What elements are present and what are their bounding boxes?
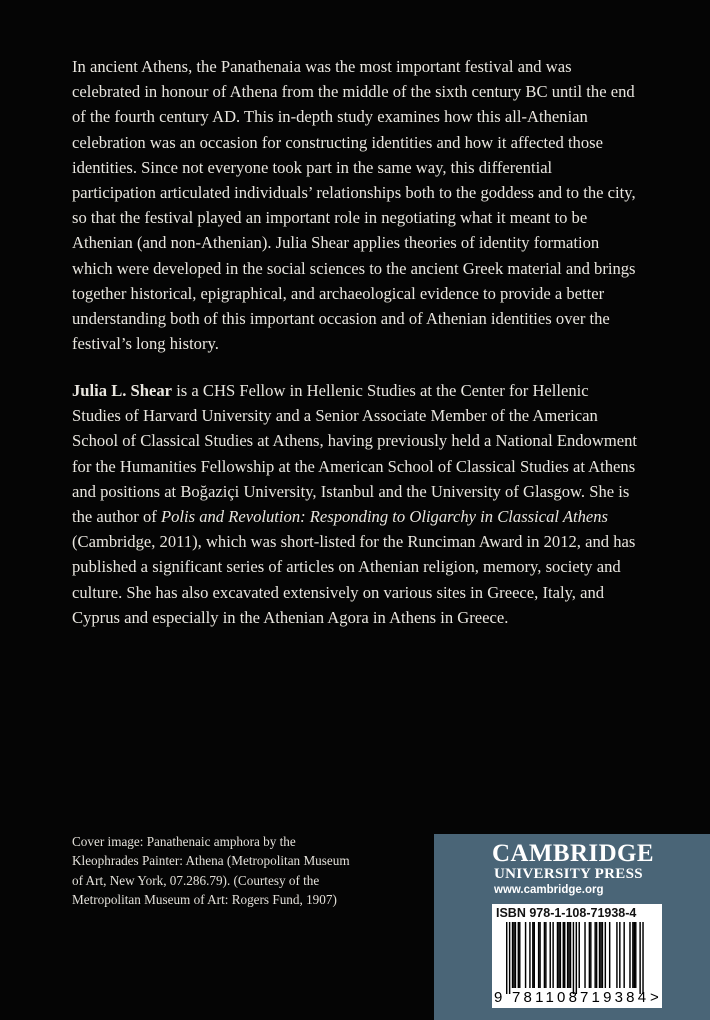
barcode-bar [609, 922, 610, 988]
barcode-bar [557, 922, 558, 988]
barcode-bar [515, 922, 516, 988]
barcode-guard-bar [506, 922, 507, 994]
publisher-panel [434, 834, 710, 1020]
barcode-bar [634, 922, 635, 988]
barcode-bar [589, 922, 590, 988]
blurb-paragraph: In ancient Athens, the Panathenaia was the most important festival and was celebrated in honour of Athena from the middle of the sixth century BC until the end of the fourth century AD. This in-depth study examines how this all-Athenian celebration was an occasion for constructing identities and how it affected those identities. Since not everyone took part in the same way, this differential participation articulated individuals’ relationships both to the goddess and to the city, so that the festival played an important role in negotiating what it meant to be Athenian (and non-Athenian). Julia Shear applies theories of identity formation which were developed in the social sciences to the ancient Greek material and brings together historical, epigraphical, and archaeological evidence to provide a better understanding both of this important occasion and of Athenian identities over the festival’s long history. [72, 57, 636, 354]
barcode-guard-bar [576, 922, 577, 994]
barcode-bar [525, 922, 526, 988]
barcode-bar [605, 922, 606, 988]
barcode-marker: > [650, 989, 659, 1006]
barcode-bar [545, 922, 546, 988]
barcode-guard-bar [509, 922, 510, 994]
barcode-bar [552, 922, 553, 988]
barcode-bar [534, 922, 535, 988]
barcode-digits-right: 719384 [580, 989, 650, 1006]
barcode-bar [632, 922, 633, 988]
barcode-bar [616, 922, 617, 988]
back-cover-blurb [72, 54, 638, 356]
cover-image-credit: Cover image: Panathenaic amphora by the Kleophrades Painter: Athena (Metropolitan Museum of Art, New York, 07.286.79). (Courtesy of the Metropolitan Museum of Art: Rogers Fund, 1907) [72, 834, 350, 908]
barcode-guard-bar [573, 922, 574, 994]
barcode-bar [550, 922, 551, 988]
barcode-bar [596, 922, 597, 988]
barcode-bar [532, 922, 533, 988]
publisher-url: www.cambridge.org [494, 884, 604, 896]
bio-paragraph [72, 378, 638, 630]
barcode-bar [629, 922, 630, 988]
barcode-bar [570, 922, 571, 988]
isbn-label: ISBN 978-1-108-71938-4 [496, 906, 637, 920]
barcode-bar [619, 922, 620, 988]
barcode-bar [567, 922, 568, 988]
barcode-bar [539, 922, 540, 988]
barcode-bar [558, 922, 559, 988]
barcode-bar [512, 922, 513, 988]
barcode-bar [544, 922, 545, 988]
barcode-guard-bar [639, 922, 640, 994]
barcode-guard-bar [642, 922, 643, 994]
barcode-bar [599, 922, 600, 988]
author-name: Julia L. Shear [72, 381, 173, 400]
barcode-bar [602, 922, 603, 988]
barcode-panel [492, 904, 662, 1008]
author-bio [72, 378, 638, 630]
barcode-bar [568, 922, 569, 988]
barcode-bar [623, 922, 624, 988]
barcode-bar [635, 922, 636, 988]
barcode-bar [590, 922, 591, 988]
book-title: Polis and Revolution: Responding to Oligarchy in Classical Athens [160, 507, 609, 527]
barcode-bar [594, 922, 595, 988]
barcode-bar [579, 922, 580, 988]
bio-text-part-2: (Cambridge, 2011), which was short-listed for the Runciman Award in 2012, and has published a significant series of articles on Athenian religion, memory, society and culture. She has also excavated extensively on various sites in Greece, Italy, and Cyprus and especially in the Athenian Agora in Athens in Greece. [72, 532, 636, 627]
publisher-name: CAMBRIDGE [492, 840, 654, 867]
barcode-bar [563, 922, 564, 988]
barcode-bar [538, 922, 539, 988]
bio-text-part-1: is a CHS Fellow in Hellenic Studies at the Center for Hellenic Studies of Harvard University and a Senior Associate Member of the American School of Classical Studies at Athens, having previously held a National Endowment for the Humanities Fellowship at the American School of Classical Studies at Athens and positions at Boğaziçi University, Istanbul and the University of Glasgow. She is the author of [72, 381, 638, 527]
barcode-bar [529, 922, 530, 988]
barcode-bar [519, 922, 520, 988]
barcode-digit-first: 9 [494, 989, 503, 1006]
barcode-digits-left: 781108 [512, 989, 581, 1006]
barcode-bar [513, 922, 514, 988]
publisher-subtitle: UNIVERSITY PRESS [494, 866, 643, 882]
barcode-bar [584, 922, 585, 988]
barcode-bar [518, 922, 519, 988]
barcode-bar [560, 922, 561, 988]
barcode-bar [564, 922, 565, 988]
barcode-bar [600, 922, 601, 988]
